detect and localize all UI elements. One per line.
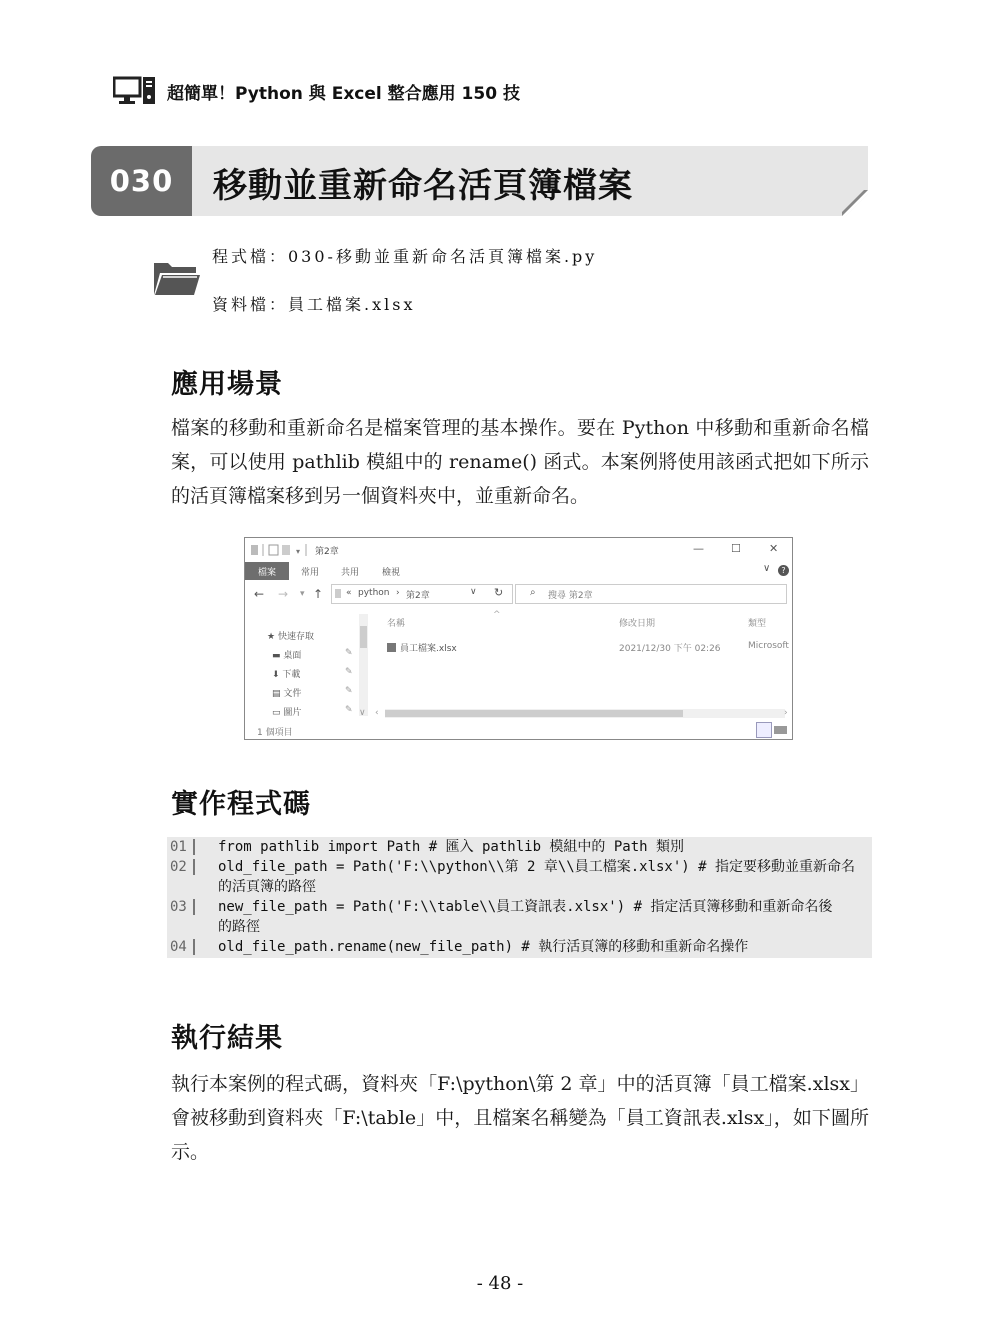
code-heading: 實作程式碼 [171, 789, 311, 820]
refresh-icon[interactable]: ↻ [494, 586, 504, 599]
code-text: new_file_path = Path('F:\\table\\員工資訊表.xlsx') # 指定活頁簿移動和重新命名後 [218, 899, 833, 915]
forward-arrow-icon[interactable]: → [278, 587, 289, 601]
sidebar-label: 文件 [283, 689, 302, 699]
folder-icon [152, 259, 202, 297]
explorer-window-title: 第2章 [315, 547, 339, 557]
code-text: 的活頁簿的路徑 [218, 879, 316, 895]
folder-small-icon [335, 589, 341, 598]
recent-locations-icon[interactable]: ▾ [300, 589, 305, 599]
up-arrow-icon[interactable]: ↑ [313, 587, 324, 601]
close-button[interactable]: ✕ [769, 542, 779, 555]
horizontal-scrollbar[interactable] [385, 709, 785, 718]
sidebar-label: 快速存取 [277, 632, 314, 642]
document-icon: ▤ [272, 689, 284, 699]
excel-file-icon [387, 643, 396, 652]
status-bar-count: 1 個項目 [257, 728, 293, 738]
details-view-icon[interactable] [756, 722, 772, 738]
tab-view[interactable]: 檢視 [382, 568, 401, 578]
column-header-name[interactable]: 名稱 [387, 619, 406, 629]
sidebar-label: 桌面 [283, 651, 302, 661]
column-header-modified[interactable]: 修改日期 [619, 619, 656, 629]
line-number: 04 [170, 939, 187, 955]
download-icon: ⬇ [272, 670, 283, 680]
chapter-title: 移動並重新命名活頁簿檔案 [213, 166, 633, 206]
chevron-down-icon[interactable]: ∨ [359, 708, 366, 718]
chevron-down-icon[interactable]: ∨ [470, 587, 477, 597]
scroll-left-icon[interactable]: ‹ [375, 708, 379, 718]
picture-icon: ▭ [272, 708, 284, 718]
file-row[interactable] [387, 641, 457, 654]
desktop-icon: ▬ [272, 651, 284, 661]
file-name: 員工檔案.xlsx [400, 644, 457, 654]
sidebar-item-quick-access[interactable] [267, 629, 314, 642]
sidebar-item-documents[interactable] [272, 686, 301, 699]
program-file-label: 程式檔：030-移動並重新命名活頁簿檔案.py [212, 247, 598, 266]
line-number: 01 [170, 839, 187, 855]
tab-file[interactable]: 檔案 [245, 562, 289, 580]
address-overflow[interactable]: « [346, 588, 352, 598]
sidebar-scrollbar[interactable] [359, 614, 368, 716]
sort-up-icon: ^ [493, 610, 501, 620]
scroll-thumb[interactable] [360, 626, 367, 648]
file-type: Microsoft [748, 641, 789, 651]
address-segment-python[interactable]: python [358, 588, 390, 598]
book-header [113, 76, 520, 106]
sidebar-label: 圖片 [283, 708, 302, 718]
code-text: from pathlib import Path # 匯入 pathlib 模組中的 Path 類別 [218, 839, 685, 855]
help-icon[interactable]: ? [778, 565, 789, 576]
book-title: 超簡單！Python 與 Excel 整合應用 150 技 [167, 83, 520, 104]
search-icon: ⌕ [530, 587, 536, 598]
large-icons-view-icon[interactable] [774, 726, 787, 734]
tab-home[interactable]: 常用 [301, 568, 320, 578]
code-text: 的路徑 [218, 919, 260, 935]
file-modified: 2021/12/30 下午 02:26 [619, 644, 721, 654]
scroll-thumb[interactable] [385, 710, 683, 717]
sidebar-item-downloads[interactable] [272, 667, 300, 680]
result-heading: 執行結果 [171, 1023, 283, 1054]
address-segment-chapter[interactable]: 第2章 [406, 591, 430, 601]
data-file-label: 資料檔：員工檔案.xlsx [212, 295, 416, 314]
file-explorer-screenshot [244, 537, 793, 740]
scenario-paragraph: 檔案的移動和重新命名是檔案管理的基本操作。要在 Python 中移動和重新命名檔案，可以使用 pathlib 模組中的 rename() 函式。本案例將使用該函式把如下所示的活頁簿檔案移到另一個資料夾中，並重新命名。 [171, 417, 869, 507]
quick-access-toolbar-icons [251, 544, 313, 556]
code-text: old_file_path.rename(new_file_path) # 執行活頁簿的移動和重新命名操作 [218, 939, 749, 955]
page-number: - 48 - [476, 1273, 524, 1294]
result-paragraph: 執行本案例的程式碼，資料夾「F:\python\第 2 章」中的活頁簿「員工檔案.xlsx」會被移動到資料夾「F:\table」中，且檔案名稱變為「員工資訊表.xlsx」，如下圖所示。 [171, 1073, 869, 1163]
tab-share[interactable]: 共用 [341, 568, 360, 578]
column-header-type[interactable]: 類型 [748, 619, 767, 629]
explorer-titlebar [245, 538, 792, 562]
pin-icon[interactable]: ✎ [345, 648, 353, 658]
code-text: old_file_path = Path('F:\\python\\第 2 章\\員工檔案.xlsx') # 指定要移動並重新命名 [218, 859, 856, 875]
address-separator: › [396, 588, 400, 598]
pin-icon[interactable]: ✎ [345, 705, 353, 715]
star-icon: ★ [267, 632, 278, 642]
svg-text:▾: ▾ [296, 547, 301, 556]
search-input[interactable] [515, 584, 787, 604]
address-bar[interactable] [331, 584, 513, 604]
sidebar-item-desktop[interactable] [272, 648, 301, 661]
line-number: 03 [170, 899, 187, 915]
chevron-down-icon[interactable]: ∨ [763, 563, 771, 574]
chapter-number: 030 [91, 146, 192, 216]
scroll-right-icon[interactable]: › [784, 708, 788, 718]
computer-icon [113, 76, 157, 106]
back-arrow-icon[interactable]: ← [254, 587, 265, 601]
scenario-heading: 應用場景 [171, 369, 283, 400]
minimize-button[interactable]: — [693, 542, 704, 555]
pin-icon[interactable]: ✎ [345, 686, 353, 696]
line-number: 02 [170, 859, 187, 875]
sidebar-item-pictures[interactable] [272, 705, 301, 718]
page-curl-decoration [842, 190, 868, 216]
search-placeholder: 搜尋 第2章 [548, 591, 593, 601]
sidebar-label: 下載 [282, 670, 301, 680]
code-block [167, 837, 872, 958]
maximize-button[interactable]: ☐ [731, 542, 741, 555]
pin-icon[interactable]: ✎ [345, 667, 353, 677]
explorer-ribbon [245, 562, 792, 580]
